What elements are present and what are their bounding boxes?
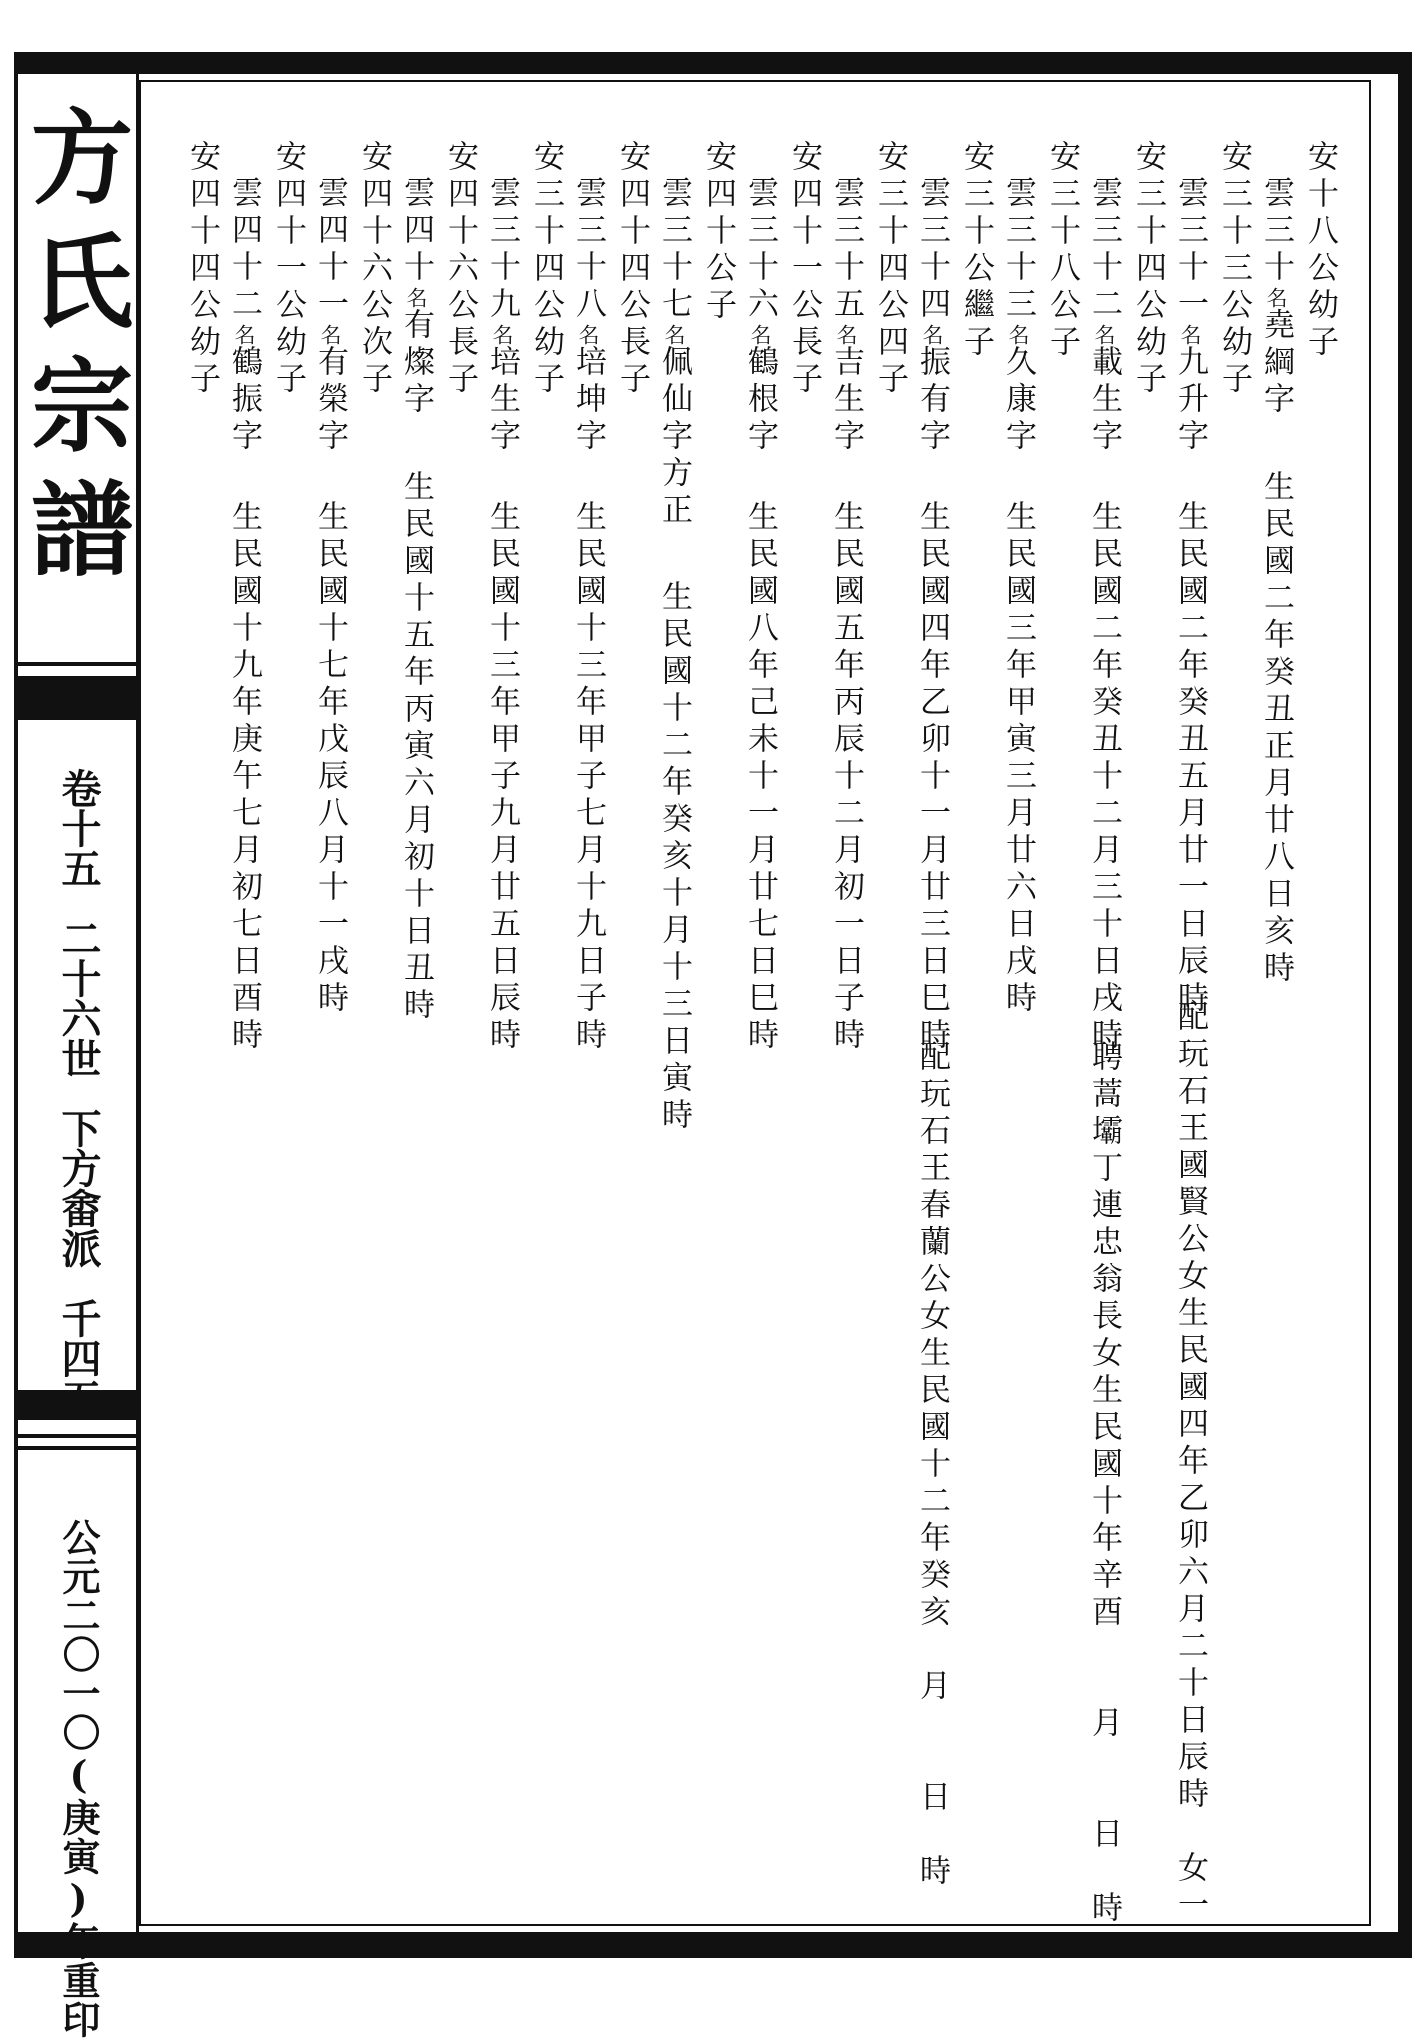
reprint-note: 公元二〇一〇(庚寅)年重印 bbox=[56, 1518, 101, 2039]
spine-info bbox=[28, 768, 128, 1418]
entry-name: 雲三十八名培坤字 bbox=[570, 176, 606, 456]
entry-name: 雲三十三名久康字 bbox=[1000, 176, 1036, 456]
entry-birth: 生民國十二年癸亥十月十三日寅時 bbox=[656, 580, 692, 1135]
entry-spouse: 配玩石王春蘭公女生民國十二年癸亥 月 日 時 bbox=[914, 1040, 950, 1891]
entry-name: 雲四十二名鶴振字 bbox=[226, 176, 262, 456]
entry-birth: 生民國五年丙辰十二月初一日子時 bbox=[828, 500, 864, 1055]
page-number: 千四五 bbox=[55, 1298, 102, 1418]
entry-father: 安四十四公長子 bbox=[614, 140, 650, 399]
entry-birth: 生民國十三年甲子九月廿五日辰時 bbox=[484, 500, 520, 1055]
entry-name: 雲四十一名有榮字 bbox=[312, 176, 348, 456]
entry-father: 安四十四公幼子 bbox=[184, 140, 220, 399]
right-border-bar bbox=[1398, 52, 1412, 1958]
branch-label: 下方畬派 bbox=[55, 1108, 102, 1268]
entry-name: 雲四十名有燦字 bbox=[398, 176, 434, 419]
book-title: 方氏宗譜 bbox=[14, 104, 134, 600]
generation-label: 二十六世 bbox=[55, 918, 102, 1078]
entry-birth: 生民國十五年丙寅六月初十日丑時 bbox=[398, 470, 434, 1025]
spine-rule bbox=[18, 662, 136, 666]
bottom-border-bar bbox=[14, 1932, 1412, 1958]
entry-birth: 生民國四年乙卯十一月廿三日巳時 bbox=[914, 500, 950, 1055]
entry-father: 安十八公幼子 bbox=[1302, 140, 1338, 362]
entry-father: 安三十公繼子 bbox=[958, 140, 994, 362]
entry-birth: 生民國十三年甲子七月十九日子時 bbox=[570, 500, 606, 1055]
entry-birth: 生民國十七年戊辰八月十一戌時 bbox=[312, 500, 348, 1018]
entry-father: 安三十八公子 bbox=[1044, 140, 1080, 362]
volume-label: 卷十五 bbox=[55, 768, 102, 888]
spine-rule bbox=[18, 1434, 136, 1438]
entry-name: 雲三十四名振有字 bbox=[914, 176, 950, 456]
entry-birth: 生民國二年癸丑十二月三十日戌時 bbox=[1086, 500, 1122, 1055]
entry-birth: 生民國三年甲寅三月廿六日戌時 bbox=[1000, 500, 1036, 1018]
entry-name: 雲三十一名九升字 bbox=[1172, 176, 1208, 456]
entry-father: 安四十公子 bbox=[700, 140, 736, 325]
entry-father: 安四十六公次子 bbox=[356, 140, 392, 399]
entry-father: 安四十六公長子 bbox=[442, 140, 478, 399]
entry-birth: 生民國十九年庚午七月初七日酉時 bbox=[226, 500, 262, 1055]
entry-father: 安三十四公幼子 bbox=[528, 140, 564, 399]
entry-birth: 生民國八年己未十一月廿七日巳時 bbox=[742, 500, 778, 1055]
entry-father: 安三十三公幼子 bbox=[1216, 140, 1252, 399]
entry-birth: 生民國二年癸丑五月廿一日辰時 bbox=[1172, 500, 1208, 1018]
entry-father: 安三十四公四子 bbox=[872, 140, 908, 399]
entry-birth: 生民國二年癸丑正月廿八日亥時 bbox=[1258, 470, 1294, 988]
entry-name: 雲三十九名培生字 bbox=[484, 176, 520, 456]
entry-father: 安四十一公長子 bbox=[786, 140, 822, 399]
entry-name: 雲三十二名載生字 bbox=[1086, 176, 1122, 456]
spine-black-band bbox=[18, 676, 136, 720]
entry-name: 雲三十名堯綱字 bbox=[1258, 176, 1294, 419]
entry-father: 安四十一公幼子 bbox=[270, 140, 306, 399]
entry-spouse: 配玩石王國賢公女生民國四年乙卯六月二十日辰時 女一 bbox=[1172, 1000, 1208, 1925]
entry-name: 雲三十六名鶴根字 bbox=[742, 176, 778, 456]
spine-rule bbox=[18, 1446, 136, 1450]
entry-name: 雲三十五名吉生字 bbox=[828, 176, 864, 456]
entry-father: 安三十四公幼子 bbox=[1130, 140, 1166, 399]
top-border-bar bbox=[14, 52, 1412, 74]
entry-spouse: 聘蒿壩丁連忠翁長女生民國十年辛酉 月 日 時 bbox=[1086, 1040, 1122, 1928]
entry-name: 雲三十七名佩仙字方正 bbox=[656, 176, 692, 530]
